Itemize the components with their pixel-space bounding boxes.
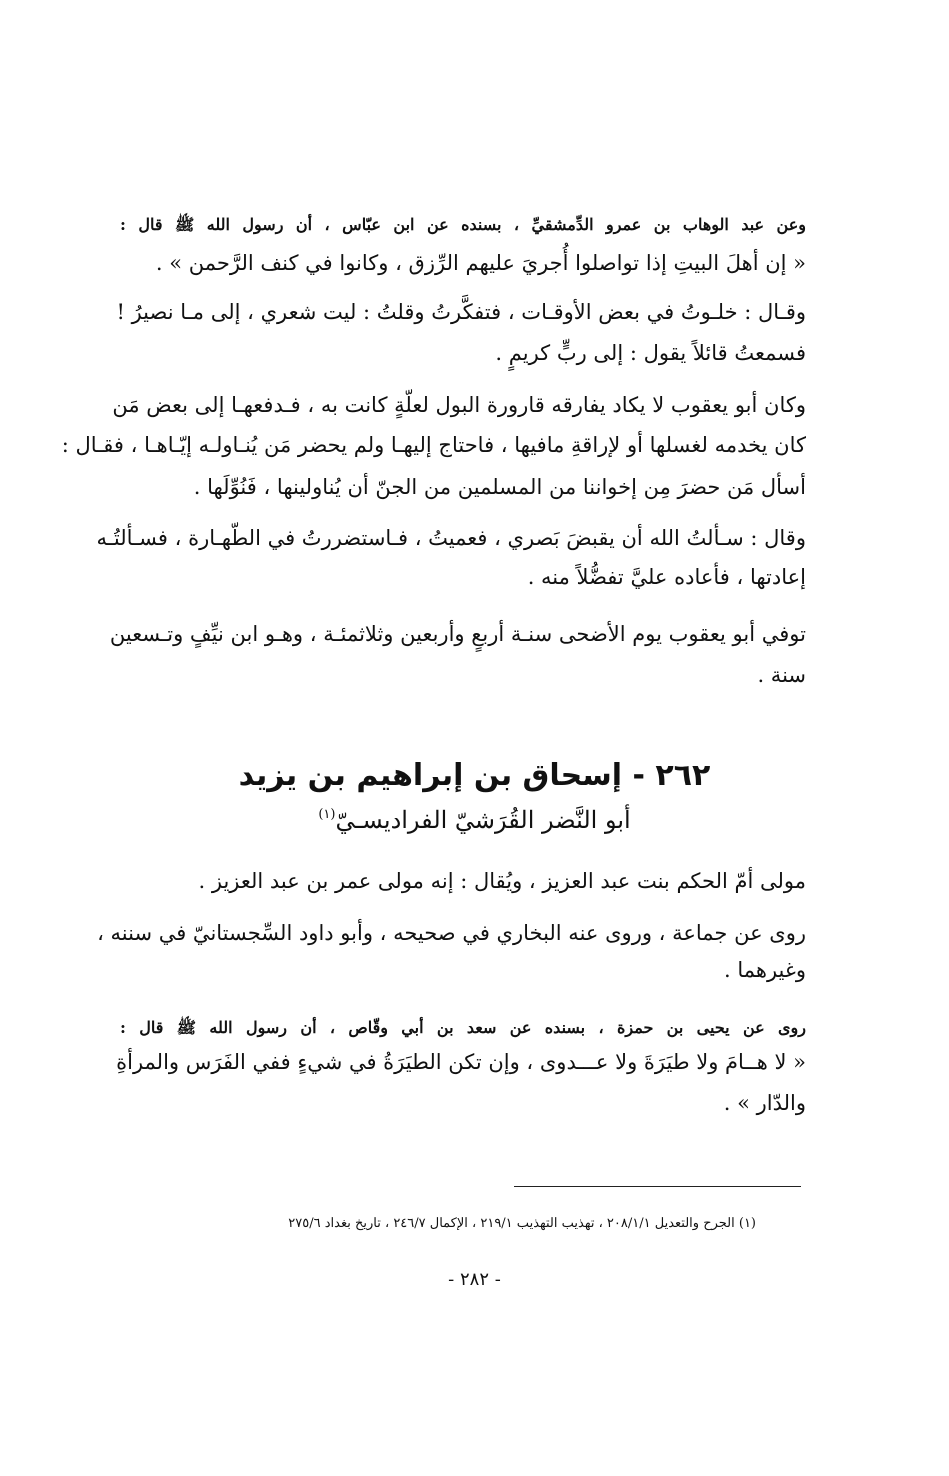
- paragraph-line: توفي أبو يعقوب يوم الأضحى سنـة أربعٍ وأربعين وثلاثمئـة ، وهـو ابن نيِّفٍ وتـسعين: [109, 622, 806, 646]
- hadith-text-line: « لا هــامَ ولا طيَرَةَ ولا عـــدوى ، وإن تكن الطيَرَةُ في شيءٍ ففي الفَرَس والمرأةِ: [116, 1050, 806, 1074]
- paragraph-line: فسمعتُ قائلاً يقول : إلى ربٍّ كريمٍ .: [495, 341, 806, 365]
- narration-line: وعن عبد الوهاب بن عمرو الدِّمشقيِّ ، بسنده عن ابن عبّاس ، أن رسول الله ﷺ قال :: [120, 215, 807, 234]
- paragraph-line: سنة .: [757, 663, 806, 687]
- hadith-text-line: والدّار » .: [723, 1091, 806, 1115]
- narration-line: روى عن يحيى بن حمزة ، بسنده عن سعد بن أبي وقّاص ، أن رسول الله ﷺ قال :: [120, 1018, 806, 1037]
- footnote-separator: [514, 1186, 801, 1187]
- footnote-text: (١) الجرح والتعديل ٢٠٨/١/١ ، تهذيب التهذيب ٢١٩/١ ، الإكمال ٢٤٦/٧ ، تاريخ بغداد ٢٧٥/٦: [288, 1216, 756, 1231]
- paragraph-line: إعادتها ، فأعاده عليَّ تفضُّلاً منه .: [527, 565, 806, 589]
- paragraph-line: كان يخدمه لغسلها أو لإراقةِ مافيها ، فاحتاج إليهـا ولم يحضر مَن يُنـاولـه إيّـاهـا ، فقـال :: [61, 433, 806, 457]
- page-number: - ٢٨٢ -: [448, 1269, 501, 1290]
- paragraph-line: وقـال : خلـوتُ في بعض الأوقـات ، فتفكَّرتُ وقلتُ : ليت شعري ، إلى مـا نصيرُ !: [116, 300, 806, 324]
- paragraph-line: وكان أبو يعقوب لا يكاد يفارقه قارورة البول لعلّةٍ كانت به ، فـدفعهـا إلى بعض مَن: [112, 393, 806, 417]
- paragraph-line: وغيرهما .: [723, 958, 806, 982]
- biography-title: ٢٦٢ - إسحاق بن إبراهيم بن يزيد: [238, 758, 711, 793]
- paragraph-line: وقال : سـألتُ الله أن يقبضَ بَصري ، فعميتُ ، فـاستضررتُ في الطّهـارة ، فسـألتُـه: [96, 526, 806, 550]
- hadith-text-line: « إن أهلَ البيتِ إذا تواصلوا أُجريَ عليهم الرِّزق ، وكانوا في كنف الرَّحمن » .: [155, 251, 806, 275]
- footnote-marker: (١): [318, 807, 336, 822]
- paragraph-line: روى عن جماعة ، وروى عنه البخاري في صحيحه ، وأبو داود السِّجستانيّ في سننه ،: [97, 921, 806, 945]
- paragraph-line: مولى أمّ الحكم بنت عبد العزيز ، ويُقال : إنه مولى عمر بن عبد العزيز .: [198, 869, 806, 893]
- biography-subtitle: [0, 798, 949, 837]
- paragraph-line: أسأل مَن حضرَ مِن إخواننا من المسلمين من الجنّ أن يُناولينها ، فَنُوِّلَها .: [193, 475, 806, 499]
- biography-kunya: أبو النَّضر القُرَشيّ الفراديسـيّ: [335, 806, 631, 834]
